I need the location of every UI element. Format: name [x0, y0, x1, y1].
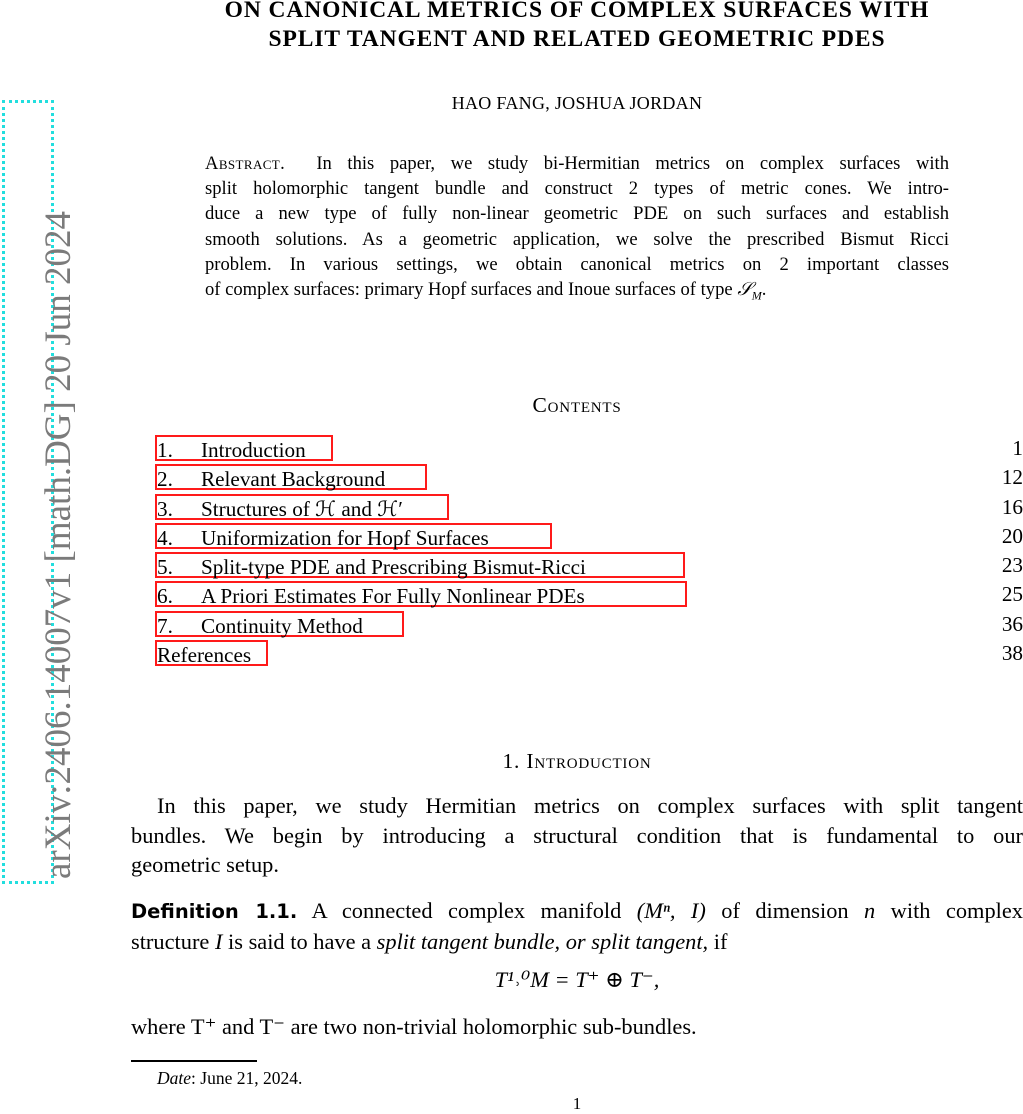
toc-page-number: 16	[1001, 494, 1023, 519]
abstract-line-5: problem. In various settings, we obtain canonical metrics on 2 important classes	[205, 253, 949, 275]
definition-line-2	[131, 927, 1023, 957]
toc-link-references[interactable]	[155, 640, 268, 666]
toc-row	[155, 610, 1023, 639]
section-title: Introduction	[526, 749, 652, 773]
toc-page-number: 23	[1001, 553, 1023, 578]
definition-math: n	[864, 898, 876, 923]
definition-label: Definition 1.1.	[131, 900, 298, 923]
toc-page-number: 25	[1001, 582, 1023, 607]
toc-link-structures[interactable]	[155, 494, 449, 520]
page-number: 1	[572, 1094, 582, 1113]
definition-math: (Mⁿ, I)	[636, 898, 706, 923]
definition-text: with complex	[890, 898, 1023, 923]
abstract-line-1	[205, 151, 949, 176]
definition-text: structure	[131, 928, 210, 954]
footnote-label: Date	[157, 1068, 192, 1088]
footnote-text: : June 21, 2024.	[191, 1068, 303, 1088]
toc-title: Relevant Background	[201, 467, 386, 492]
intro-line-3: geometric setup.	[131, 852, 279, 877]
toc-row	[155, 551, 1023, 580]
toc-page-number: 20	[1001, 523, 1023, 548]
arxiv-stamp[interactable]: arXiv:2406.14007v1 [math.DG] 20 Jun 2024	[38, 211, 79, 879]
paper-title	[131, 0, 1023, 54]
toc-link-uniformization[interactable]	[155, 523, 552, 549]
toc-page-number: 12	[1001, 465, 1023, 490]
definition-text: of dimension	[721, 898, 849, 923]
intro-line-1: In this paper, we study Hermitian metrics on complex surfaces with split tangent	[157, 793, 1023, 818]
toc-title: A Priori Estimates For Fully Nonlinear PDEs	[201, 584, 585, 609]
definition-math: I	[214, 928, 223, 954]
authors: HAO FANG, JOSHUA JORDAN	[451, 93, 703, 113]
toc-link-background[interactable]	[155, 464, 427, 490]
toc-number: 2.	[157, 467, 173, 492]
toc-number: 4.	[157, 525, 173, 550]
toc-link-continuity-method[interactable]	[155, 611, 404, 637]
abstract-math-subscript: M	[751, 288, 762, 303]
abstract-label: Abstract.	[205, 153, 286, 174]
toc-number: 7.	[157, 613, 173, 638]
intro-line-2: bundles. We begin by introducing a structural condition that is fundamental to our	[131, 822, 1023, 848]
definition-text: if	[713, 928, 728, 954]
abstract-text-1: In this paper, we study bi-Hermitian metrics on complex surfaces with	[316, 153, 950, 174]
equation-split-tangent: T¹˒⁰M = T⁺ ⊕ T⁻,	[494, 967, 660, 992]
toc-link-a-priori-estimates[interactable]	[155, 581, 687, 607]
toc-number: 6.	[157, 584, 173, 609]
abstract-math	[737, 279, 762, 303]
toc-title: Introduction	[201, 438, 306, 462]
toc-row	[155, 522, 1023, 551]
definition-line-3: where T⁺ and T⁻ are two non-trivial holomorphic sub-bundles.	[131, 1014, 697, 1039]
definition-line-1	[131, 896, 1023, 927]
toc-number: 1.	[157, 438, 173, 462]
toc-row	[155, 434, 1023, 463]
title-line-1: ON CANONICAL METRICS OF COMPLEX SURFACES WITH	[224, 0, 930, 23]
abstract-line-4: smooth solutions. As a geometric application, we solve the prescribed Bismut Ricci	[205, 228, 949, 250]
toc-link-split-type-pde[interactable]	[155, 552, 685, 578]
toc-link-introduction[interactable]	[155, 435, 333, 461]
definition-emphasis: split tangent bundle, or split tangent,	[376, 928, 709, 954]
toc-title: References	[157, 643, 252, 668]
intro-paragraph	[131, 791, 1023, 880]
toc-page-number: 36	[1001, 611, 1023, 636]
contents-heading: Contents	[532, 393, 622, 417]
section-number: 1.	[502, 749, 521, 773]
abstract	[205, 151, 949, 309]
definition-1-1	[131, 896, 1023, 956]
toc-row	[155, 580, 1023, 609]
toc-title: Structures of ℋ and ℋ′	[201, 496, 403, 521]
table-of-contents	[155, 434, 1023, 668]
toc-title: Continuity Method	[201, 613, 363, 638]
abstract-line-2: split holomorphic tangent bundle and construct 2 types of metric cones. We intro-	[205, 178, 949, 200]
section-heading-introduction	[131, 749, 1023, 774]
toc-number: 5.	[157, 555, 173, 580]
abstract-line-6	[205, 277, 949, 309]
toc-row	[155, 639, 1023, 668]
definition-text: A connected complex manifold	[311, 898, 622, 923]
footnote-rule	[131, 1060, 257, 1062]
footnote-date	[157, 1068, 302, 1089]
toc-title: Uniformization for Hopf Surfaces	[201, 525, 489, 550]
title-line-2: SPLIT TANGENT AND RELATED GEOMETRIC PDES	[268, 26, 886, 52]
toc-title: Split-type PDE and Prescribing Bismut-Ricci	[201, 555, 586, 580]
abstract-text-6: of complex surfaces: primary Hopf surfaces and Inoue surfaces of type	[205, 279, 733, 301]
abstract-math-symbol: 𝒮	[737, 279, 752, 301]
toc-row	[155, 463, 1023, 492]
toc-number: 3.	[157, 496, 173, 521]
abstract-end: .	[761, 279, 767, 301]
toc-row	[155, 493, 1023, 522]
definition-text: is said to have a	[228, 928, 372, 954]
definition-continuation	[131, 1012, 1023, 1042]
toc-page-number: 1	[1012, 436, 1023, 460]
toc-page-number: 38	[1001, 641, 1023, 666]
abstract-line-3: duce a new type of fully non-linear geometric PDE on such surfaces and establish	[205, 203, 949, 225]
